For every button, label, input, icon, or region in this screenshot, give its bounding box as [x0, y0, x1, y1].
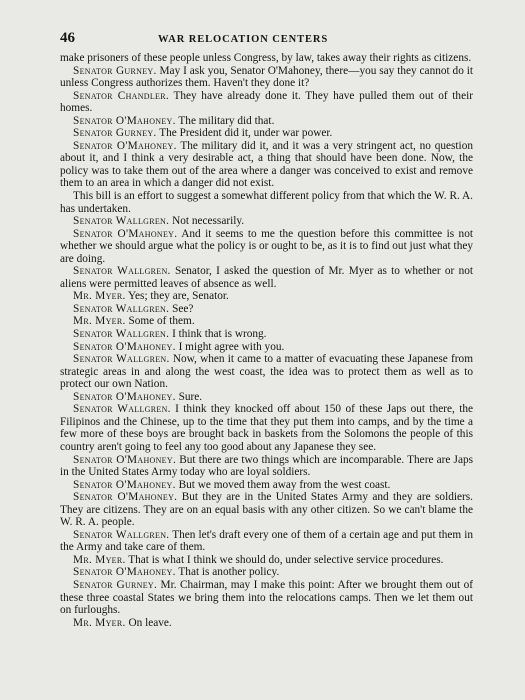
transcript-paragraph — [60, 353, 473, 391]
speaker-name: Senator Wallgren. — [73, 215, 170, 228]
speaker-name: Senator Wallgren. — [73, 328, 170, 341]
speaker-name: Senator Wallgren. — [73, 403, 171, 416]
transcript-paragraph — [60, 617, 473, 630]
speaker-name: Mr. Myer. — [73, 616, 126, 629]
speech-text: Then let's draft every one of them of a certain age and put them in the Army and take care of them. — [60, 528, 473, 554]
transcript-paragraph — [60, 127, 473, 140]
transcript-paragraph — [60, 65, 473, 90]
speaker-name: Senator Gurney. — [73, 64, 157, 77]
speaker-name: Mr. Myer. — [73, 315, 126, 328]
speaker-name: Senator Gurney. — [73, 127, 157, 140]
speech-text: Mr. Chairman, may I make this point: After we brought them out of these three coastal States we bring them into the relocations camps. Then we let them out on furloughs. — [60, 578, 474, 617]
page-header — [60, 30, 473, 52]
transcript-paragraph — [60, 391, 473, 404]
transcript-paragraph — [60, 228, 473, 266]
speech-text: May I ask you, Senator O'Mahoney, there—you say they cannot do it unless Congress authorizes them. Haven't they done it? — [60, 64, 474, 90]
speech-text: But there are two things which are incomparable. There are Japs in the United States Army today who are loyal soldiers. — [60, 453, 473, 479]
speech-text: That is another policy. — [178, 566, 280, 579]
speaker-name: Senator Wallgren. — [73, 353, 170, 366]
speaker-name: Senator O'Mahoney. — [73, 114, 176, 127]
speech-text: The President did it, under war power. — [159, 127, 333, 140]
transcript-paragraph — [60, 579, 473, 617]
speaker-name: Mr. Myer. — [73, 553, 126, 566]
transcript-paragraph — [60, 328, 473, 341]
page-number: 46 — [60, 30, 75, 46]
speech-text: And it seems to me the question before this committee is not whether we should argue what the policy is or ought to be, as it is to find out just what they are doing. — [60, 227, 473, 265]
transcript-paragraph — [60, 140, 473, 190]
transcript-paragraph — [60, 341, 473, 354]
transcript-paragraph — [60, 315, 473, 328]
speaker-name: Mr. Myer. — [73, 290, 126, 303]
transcript-paragraph — [60, 554, 473, 567]
speaker-name: Senator O'Mahoney. — [73, 139, 177, 152]
speaker-name: Senator Wallgren. — [73, 528, 170, 541]
speech-text: See? — [172, 302, 194, 315]
speech-text: This bill is an effort to suggest a somewhat different policy from that which the W. R. A. has undertaken. — [60, 190, 473, 215]
speaker-name: Senator O'Mahoney. — [73, 491, 178, 504]
transcript-paragraph — [60, 491, 473, 529]
transcript-paragraph — [60, 215, 473, 228]
speech-text: That is what I think we should do, under selective service procedures. — [128, 553, 444, 566]
transcript-paragraph — [60, 290, 473, 303]
transcript-paragraph — [60, 529, 473, 554]
transcript-paragraph — [60, 90, 473, 115]
speech-text: The military did that. — [178, 114, 275, 127]
transcript-paragraph — [60, 479, 473, 492]
speech-text: The military did it, and it was a very stringent act, no question about it, and I think a very desirable act, a thing that should have been done. Now, the policy was to take them out of the area where a danger was conceived to exist and remove them to an area in which a danger did not exist. — [60, 139, 473, 190]
speaker-name: Senator O'Mahoney. — [73, 340, 176, 353]
speech-text: But we moved them away from the west coast. — [178, 478, 391, 491]
transcript-paragraph — [60, 303, 473, 316]
transcript-paragraph — [60, 403, 473, 453]
speech-text: Now, when it came to a matter of evacuating these Japanese from strategic areas in and along the west coast, the idea was to protect them as well as to protect our own Nation. — [60, 353, 473, 391]
speaker-name: Senator O'Mahoney. — [73, 227, 178, 240]
speech-text: They have already done it. They have pulled them out of their homes. — [60, 89, 473, 115]
transcript-paragraph — [60, 52, 473, 65]
speech-text: Some of them. — [128, 315, 195, 328]
transcript-paragraph — [60, 265, 473, 290]
transcript-paragraph — [60, 454, 473, 479]
speech-text: But they are in the United States Army and they are soldiers. They are citizens. They are on an equal basis with any other citizen. So we can't blame the W. R. A. people. — [60, 491, 473, 529]
speech-text: Senator, I asked the question of Mr. Myer as to whether or not aliens were permitted leaves of absence as well. — [60, 265, 474, 290]
transcript-paragraph — [60, 115, 473, 128]
speech-text: Sure. — [178, 390, 203, 403]
speech-text: Yes; they are, Senator. — [128, 290, 229, 303]
speaker-name: Senator Wallgren. — [73, 302, 170, 315]
speech-text: On leave. — [128, 616, 172, 629]
speech-text: make prisoners of these people unless Congress, by law, takes away their rights as citizens. — [60, 52, 472, 64]
speaker-name: Senator O'Mahoney. — [73, 566, 176, 579]
speech-text: I think that is wrong. — [172, 328, 267, 341]
speech-text: I might agree with you. — [178, 340, 285, 353]
speaker-name: Senator O'Mahoney. — [73, 390, 176, 403]
speaker-name: Senator Gurney. — [73, 578, 158, 591]
speech-text: I think they knocked off about 150 of these Japs out there, the Filipinos and the Chinese, up to the time that they put them into camps, and by the time a few more of these boys are brought back in baskets from the Solomons the people of this country aren't going to feel any too good about any Japanese they see. — [60, 403, 474, 453]
speaker-name: Senator O'Mahoney. — [73, 478, 176, 491]
speaker-name: Senator O'Mahoney. — [73, 453, 177, 466]
transcript-paragraph — [60, 190, 473, 215]
speech-text: Not necessarily. — [172, 215, 245, 228]
speaker-name: Senator Chandler. — [73, 89, 170, 102]
transcript-body — [60, 52, 473, 629]
transcript-paragraph — [60, 566, 473, 579]
speaker-name: Senator Wallgren. — [73, 265, 171, 278]
running-head: WAR RELOCATION CENTERS — [158, 34, 329, 45]
